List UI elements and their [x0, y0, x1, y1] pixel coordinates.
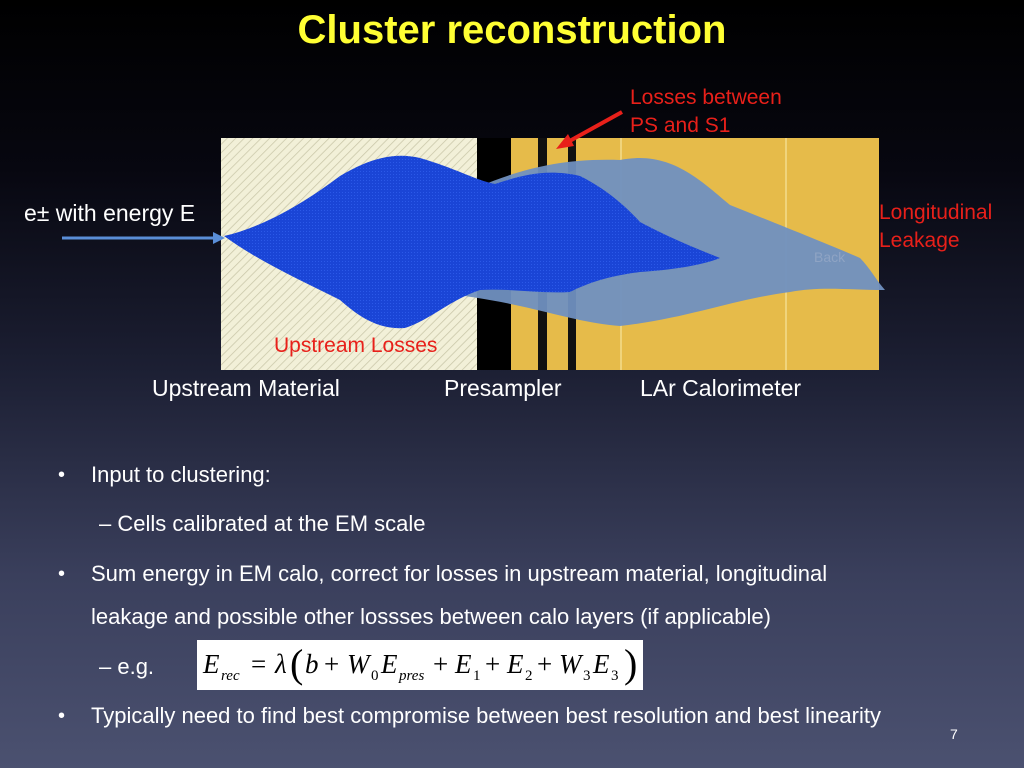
losses-line-1: Losses between — [630, 86, 782, 109]
bullet-sum-energy-cont: leakage and possible other lossses between calo layers (if applicable) — [91, 604, 771, 629]
svg-text:rec: rec — [221, 668, 240, 684]
svg-text:3: 3 — [611, 668, 619, 684]
svg-text:1: 1 — [473, 668, 481, 684]
sub-bullet-calibrated: – Cells calibrated at the EM scale — [99, 511, 426, 536]
page-number: 7 — [950, 726, 958, 742]
svg-text:3: 3 — [583, 668, 591, 684]
losses-ps-s1-annotation — [630, 84, 782, 140]
svg-text:=: = — [251, 649, 267, 679]
bullet-icon: • — [58, 705, 66, 727]
bullet-compromise: Typically need to find best compromise between best resolution and best linearity — [91, 703, 881, 728]
svg-text:E: E — [381, 649, 398, 679]
back-layer-label: Back — [814, 249, 846, 265]
svg-text:+: + — [324, 649, 340, 679]
svg-text:W: W — [559, 649, 582, 679]
sub-bullet-eg: – e.g. — [99, 654, 155, 679]
svg-text:+: + — [485, 649, 501, 679]
svg-text:0: 0 — [371, 668, 379, 684]
svg-text:(: ( — [290, 641, 304, 686]
bullet-icon: • — [58, 464, 66, 486]
incoming-particle-label: e± with energy E — [24, 200, 196, 226]
svg-text:W: W — [347, 649, 370, 679]
leakage-line-2: Leakage — [879, 229, 960, 252]
svg-text:λ: λ — [275, 649, 287, 679]
svg-text:E: E — [593, 649, 610, 679]
svg-text:2: 2 — [525, 668, 533, 684]
bullet-icon: • — [58, 563, 66, 585]
energy-formula-icon — [197, 640, 643, 690]
longitudinal-leakage-annotation — [879, 199, 992, 255]
leakage-line-1: Longitudinal — [879, 201, 993, 224]
svg-text:): ) — [624, 641, 638, 686]
slide-title: Cluster reconstruction — [297, 8, 727, 52]
svg-text:E: E — [203, 649, 220, 679]
energy-formula-image — [197, 640, 643, 690]
svg-text:pres: pres — [399, 668, 425, 684]
losses-line-2: PS and S1 — [630, 114, 731, 137]
upstream-losses-annotation: Upstream Losses — [274, 334, 438, 357]
bullet-sum-energy: Sum energy in EM calo, correct for losses in upstream material, longitudinal — [91, 561, 828, 586]
lar-calorimeter-label: LAr Calorimeter — [640, 375, 802, 401]
bullet-input-clustering: Input to clustering: — [91, 462, 271, 487]
svg-text:b: b — [305, 649, 319, 679]
presampler-label: Presampler — [444, 375, 562, 401]
upstream-material-label: Upstream Material — [152, 375, 340, 401]
svg-text:+: + — [433, 649, 449, 679]
svg-text:E: E — [507, 649, 524, 679]
svg-text:E: E — [455, 649, 472, 679]
svg-text:+: + — [537, 649, 553, 679]
